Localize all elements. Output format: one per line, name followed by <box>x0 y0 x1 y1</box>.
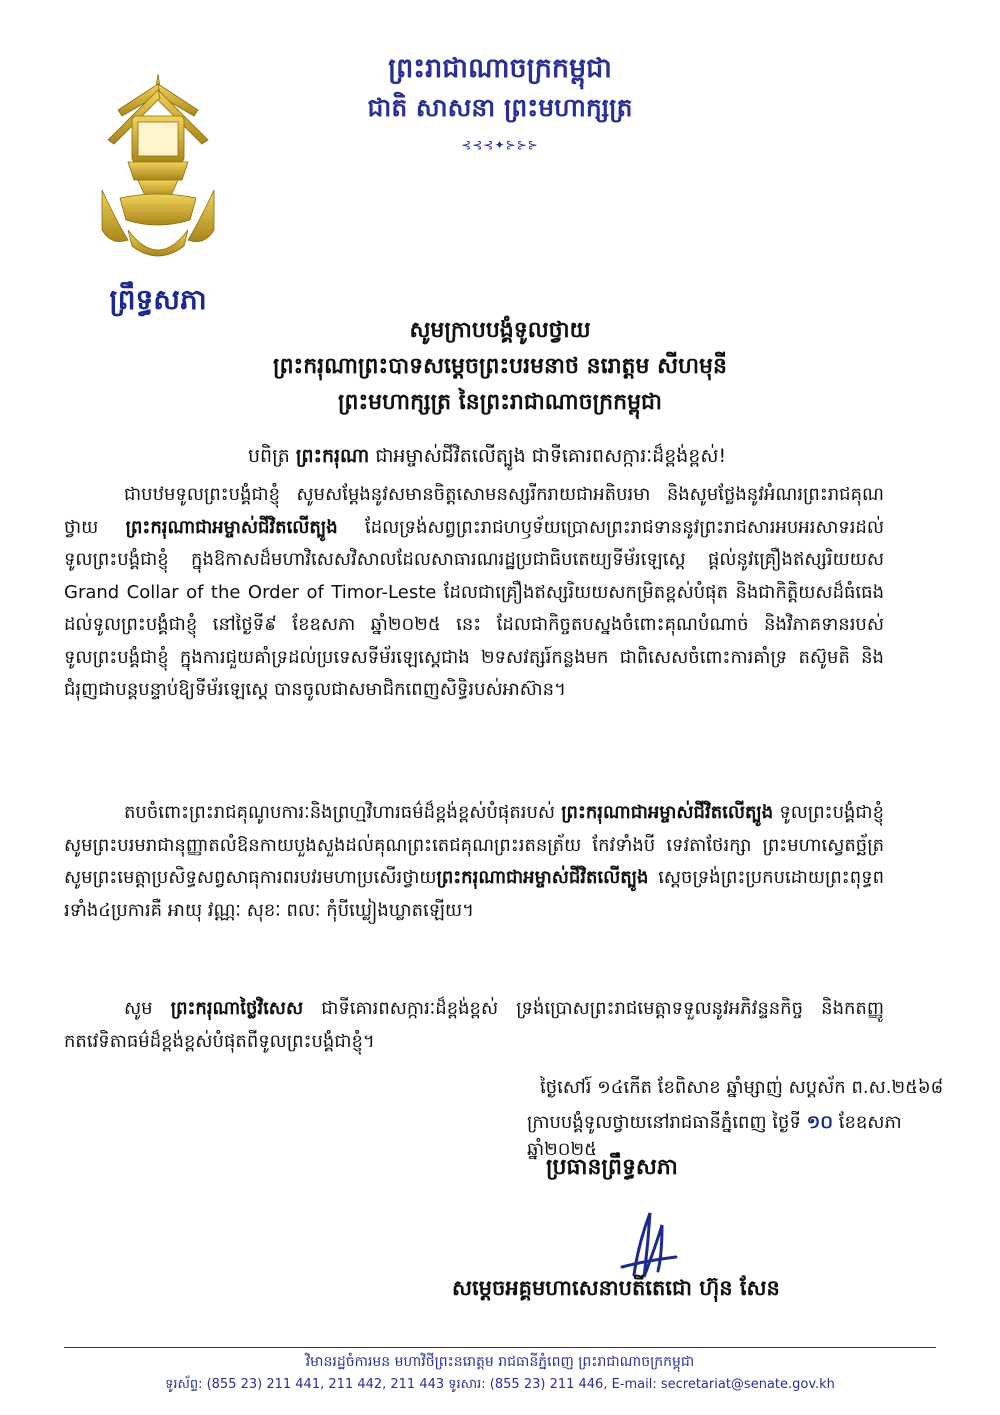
signer-title: ប្រធានព្រឹទ្ធសភា <box>546 1154 678 1180</box>
p3-honorific: ព្រះករុណាថ្លៃវិសេស <box>170 998 304 1019</box>
p2-honorific-1: ព្រះករុណាជាអម្ចាស់ជីវិតលើត្បូង <box>561 802 774 823</box>
p2-text-a: តបចំពោះព្រះរាជគុណូបការៈនិងព្រហ្មវិហារធម៌ដ៏ខ្ពង់ខ្ពស់បំផុតរបស់ <box>124 802 556 823</box>
p2-honorific-2: ព្រះករុណាជាអម្ចាស់ជីវិតលើត្បូង <box>436 867 649 888</box>
p1-text-c: ដែលទ្រង់សព្វព្រះរាជហឫទ័យប្រោសព្រះរាជទាននូវព្រះរាជសារអបអរសាទរដល់ទូលព្រះបង្គំជាខ្ញុំ ក្នុងឱកាសដ៏មហាវិសេសវិសាលដែលសាធារណរដ្ឋប្រជាធិបតេយ្យទីម័រឡេស្តេ ផ្ដល់នូវគ្រឿងឥស្សរិយយស Grand Collar of the Order of Timor-Leste ដែលជាគ្រឿងឥស្សរិយយសកម្រិតខ្ពស់បំផុត និងជាកិត្តិយសដ៏ធំធេងដល់ទូលព្រះបង្គំជាខ្ញុំ នៅថ្ងៃទី៩ ខែឧសភា ឆ្នាំ២០២៥ នេះ ដែលជាកិច្ចតបស្នងចំពោះគុណបំណាច់ និងវិភាគទានរបស់ទូលព្រះបង្គំជាខ្ញុំ ក្នុងការជួយគាំទ្រដល់ប្រទេសទីម័រឡេស្តេជាង ២ទសវត្សរ៍កន្លងមក ជាពិសេសចំពោះការគាំទ្រ តស៊ូមតិ និងជំរុញជាបន្តបន្ទាប់ឱ្យទីម័រឡេស្តេ បានចូលជាសមាជិកពេញសិទ្ធិរបស់អាស៊ាន។ <box>64 516 884 700</box>
senate-label: ព្រឹទ្ធសភា <box>109 283 207 316</box>
signer-name: សម្តេចអគ្គមហាសេនាបតីតេជោ ហ៊ុន សែន <box>452 1275 780 1300</box>
kingdom-heading: ព្រះរាជាណាចក្រកម្ពុជា <box>388 53 612 84</box>
salutation-suffix: ជាអម្ចាស់ជីវិតលើត្បូង ជាទីគោរពសក្ការៈដ៏ខ្ពង់ខ្ពស់! <box>375 445 727 467</box>
body-paragraph-1 <box>64 479 884 707</box>
footer-divider <box>64 1347 936 1348</box>
p2-text-e: ស្ដេចទ្រង់ព្រះប្រកបដោយព្រះពុទ្ធពរទាំង៤ប្រការគឺ អាយុ វណ្ណៈ សុខៈ ពលៈ កុំបីឃ្លៀងឃ្លាតឡើយ។ <box>64 867 884 921</box>
address-line-3: ព្រះមហាក្សត្រ នៃព្រះរាជាណាចក្រកម្ពុជា <box>337 389 663 415</box>
royal-emblem-icon <box>98 70 218 270</box>
p2-text-c: ទូលព្រះបង្គំជាខ្ញុំ សូមព្រះបរមរាជានុញ្ញាតលំឱនកាយបួងសួងដល់គុណព្រះតេជគុណព្រះរតនត្រ័យ កែវទាំងបី ទេវតាថែរក្សា ព្រះមហាស្វេតច្ឆ័ត្រ សូមព្រះមេត្តាប្រសិទ្ធសព្វសាធុការពរបវរមហាប្រសើរថ្វាយ <box>64 802 884 888</box>
salutation-prefix: បពិត្រ <box>248 445 290 467</box>
body-paragraph-2 <box>64 797 884 927</box>
footer-address: វិមានរដ្ឋចំការមន មហាវិថីព្រះនរោត្តម រាជធានីភ្នំពេញ ព្រះរាជាណាចក្រកម្ពុជា <box>305 1354 695 1370</box>
salutation-title: ព្រះករុណា <box>295 445 370 467</box>
national-motto: ជាតិ សាសនា ព្រះមហាក្សត្រ <box>367 93 633 122</box>
p1-honorific: ព្រះករុណាជាអម្ចាស់ជីវិតលើត្បូង <box>125 516 338 538</box>
date-suffix: ខែឧសភា ឆ្នាំ២០២៥ <box>527 1112 902 1160</box>
date-prefix: ក្រាបបង្គំទូលថ្វាយនៅរាជធានីភ្នំពេញ ថ្ងៃទី <box>527 1112 801 1133</box>
p3-text-a: សូម <box>124 998 153 1019</box>
date-day: ១០ <box>806 1112 833 1133</box>
lunar-date: ថ្ងៃសៅរ៍ ១៤កើត ខែពិសាខ ឆ្នាំម្សាញ់ សប្តស័ក ព.ស.២៥៦៨ <box>540 1077 944 1098</box>
address-line-1: សូមក្រាបបង្គំទូលថ្វាយ <box>409 317 591 343</box>
footer-contact: ទូរស័ព្ទ: (855 23) 211 441, 211 442, 211 443 ទូរសារ: (855 23) 211 446, E-mail: secretariat@senate.gov.kh <box>165 1377 835 1392</box>
header-ornament: ⊰⊰⊰✦⊱⊱⊱ <box>461 138 539 152</box>
address-line-2: ព្រះករុណាព្រះបាទសម្ដេចព្រះបរមនាថ នរោត្តម សីហមុនី <box>273 353 727 379</box>
p1-text-a: ជាបឋមទូលព្រះបង្គំជាខ្ញុំ សូមសម្ដែងនូវសមានចិត្តសោមនស្សរីករាយជាអតិបរមា និងសូមថ្លែងនូវអំណរព្រះរាជគុណថ្វាយ <box>64 484 884 538</box>
body-paragraph-3 <box>64 993 884 1058</box>
p3-text-c: ជាទីគោរពសក្ការៈដ៏ខ្ពង់ខ្ពស់ ទ្រង់ប្រោសព្រះរាជមេត្តាទទួលនូវអភិវន្ទនកិច្ច និងកតញ្ញូកតវេទិតាធម៌ដ៏ខ្ពង់ខ្ពស់បំផុតពីទូលព្រះបង្គំជាខ្ញុំ។ <box>64 998 884 1052</box>
salutation <box>248 444 908 472</box>
